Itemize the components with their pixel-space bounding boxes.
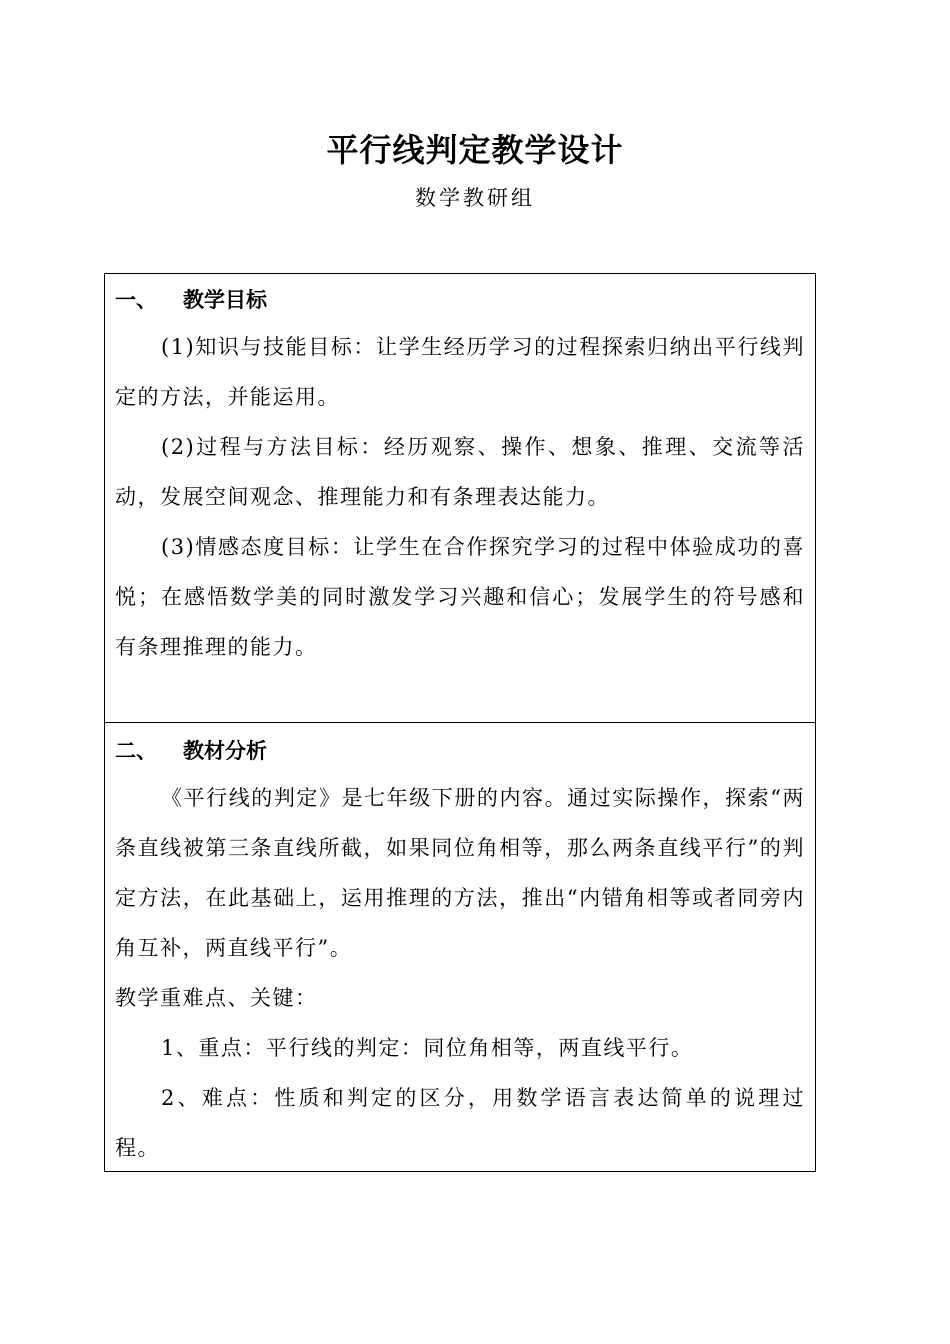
section-number: 二、 [115, 739, 157, 763]
section-heading [115, 278, 805, 322]
key-point-1: 1、重点：平行线的判定：同位角相等，两直线平行。 [161, 1036, 694, 1060]
section-number: 一、 [115, 288, 157, 312]
section-title: 教学目标 [183, 288, 267, 312]
section-material-analysis [105, 723, 815, 1171]
objective-paragraph-1: (1)知识与技能目标：让学生经历学习的过程探索归纳出平行线判定的方法，并能运用。 [115, 335, 805, 409]
section-teaching-objectives [105, 274, 815, 723]
content-table [104, 273, 816, 1172]
document-title: 平行线判定教学设计 [326, 131, 624, 169]
key-point-2: 2、难点：性质和判定的区分，用数学语言表达简单的说理过程。 [115, 1086, 805, 1160]
analysis-intro-paragraph: 《平行线的判定》是七年级下册的内容。通过实际操作，探索“两条直线被第三条直线所截，如果同位角相等，那么两条直线平行”的判定方法，在此基础上，运用推理的方法，推出“内错角相等或者同旁内角互补，两直线平行”。 [115, 786, 805, 960]
section-title: 教材分析 [183, 739, 267, 763]
objective-paragraph-2: (2)过程与方法目标：经历观察、操作、想象、推理、交流等活动，发展空间观念、推理能力和有条理表达能力。 [115, 435, 805, 509]
section-heading [115, 729, 805, 773]
document-subtitle: 数学教研组 [415, 186, 535, 210]
objective-paragraph-3: (3)情感态度目标：让学生在合作探究学习的过程中体验成功的喜悦；在感悟数学美的同时激发学习兴趣和信心；发展学生的符号感和有条理推理的能力。 [115, 535, 805, 659]
key-points-label: 教学重难点、关键： [115, 986, 318, 1010]
